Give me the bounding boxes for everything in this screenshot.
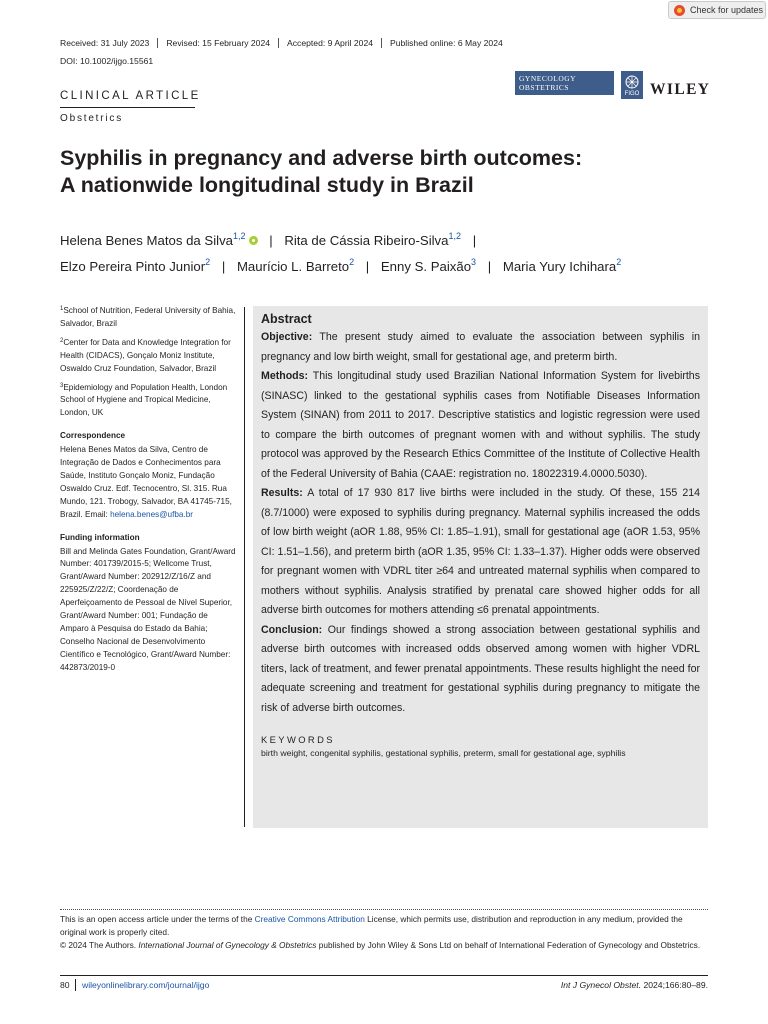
footer-rule <box>60 975 708 976</box>
author-name[interactable]: Maria Yury Ichihara <box>502 259 617 274</box>
title-line-2: A nationwide longitudinal study in Brazil <box>60 173 474 197</box>
column-divider <box>244 307 245 827</box>
author-list <box>60 228 720 280</box>
abstract-results: Results: A total of 17 930 817 live births were included in the study. Of these, 155 214 (8.7/1000) were exposed to syphilis during pregnancy. Maternal syphilis increased the odds of low birth weight (aOR 1.88, 95% CI: 1.85–1.91), small for gestational age (aOR 1.53, 95% CI: 1.51–1.56), and preterm birth (aOR 1.35, 95% CI: 1.33–1.37). Higher odds were observed for pregnant women with VDRL titer ≥64 and untreated maternal syphilis when compared to mothers without syphilis. Analysis stratified by prenatal care showed higher odds for all adverse birth outcomes for mothers attending ≤6 prenatal appointments. <box>261 487 700 616</box>
journal-url-link[interactable]: wileyonlinelibrary.com/journal/ijgo <box>82 980 210 990</box>
author-separator: | <box>365 259 370 274</box>
funding-heading: Funding information <box>60 532 140 542</box>
check-for-updates-button[interactable] <box>668 1 766 19</box>
crossmark-icon <box>674 5 685 16</box>
correspondence-email-link[interactable]: helena.benes@ufba.br <box>110 509 194 519</box>
abstract-conclusion: Conclusion: Our findings showed a strong association between gestational syphilis and adverse birth outcomes with increased odds observed among women with higher VDRL titers, lack of treatment, and fewer prenatal appointments. These results highlight the need for adequate screening and treatment for gestational syphilis during pregnancy to mitigate the risk of adverse birth outcomes. <box>261 623 700 714</box>
license-text: This is an open access article under the terms of the Creative Commons Attribution License, which permits use, distribution and reproduction in any medium, provided the original work is properly cited. <box>60 914 683 937</box>
page-number: 80 <box>60 980 70 990</box>
author-affiliation[interactable]: 3 <box>471 257 477 267</box>
affiliation: $^1$School of Nutrition, Federal University of Bahia, Salvador, Brazil <box>60 306 236 328</box>
article-type-rule <box>60 107 195 108</box>
abstract-methods: Methods: This longitudinal study used Brazilian National Information System for livebirths (SINASC) linked to the gestational syphilis cases from Notifiable Diseases Information System (SINAN) from 2011 to 2017. Descriptive statistics and logistic regression were used to compare the birth outcomes of pregnant women with and without syphilis. The study protocol was approved by the Research Ethics Committee of the Institute of Collective Health of the Federal University of Bahia (CAAE: registration no. 18022319.4.0000.5030). <box>261 370 700 480</box>
author-name[interactable]: Enny S. Paixão <box>380 259 472 274</box>
creative-commons-link[interactable]: Creative Commons Attribution <box>254 914 365 924</box>
funding-text: Bill and Melinda Gates Foundation, Grant/Award Number: 401739/2015-5; Wellcome Trust, Grant/Award Number: 202912/Z/16/Z and 225925/Z/22/Z; Coordenação de Aperfeiçoamento de Pessoal de Nível Superior, Grant/Award Number: 001; Fundação de Amparo à Pesquisa do Estado da Bahia; Conselho Nacional de Desenvolvimento Científico e Tecnológico, Grant/Award Number: 442873/2019-0 <box>60 546 236 672</box>
footnote-divider <box>60 909 708 910</box>
correspondence-heading: Correspondence <box>60 431 126 441</box>
author-affiliation[interactable]: 1,2 <box>233 231 246 241</box>
author-line-1 <box>60 228 720 254</box>
author-separator: | <box>472 233 477 248</box>
published-date: Published online: 6 May 2024 <box>390 38 503 48</box>
keywords-list: birth weight, congenital syphilis, gestational syphilis, preterm, small for gestational age, syphilis <box>261 748 626 758</box>
doi[interactable]: DOI: 10.1002/ijgo.15561 <box>60 56 154 66</box>
orcid-icon[interactable] <box>249 236 258 245</box>
figo-globe-icon <box>625 75 639 89</box>
affiliation: $^3$Epidemiology and Population Health, London School of Hygiene and Tropical Medicine, London, UK <box>60 382 228 418</box>
author-name[interactable]: Rita de Cássia Ribeiro-Silva <box>284 233 449 248</box>
license-notice <box>60 913 710 952</box>
copyright-text: © 2024 The Authors. International Journal of Gynecology & Obstetrics published by John Wiley & Sons Ltd on behalf of International Federation of Gynecology and Obstetrics. <box>60 940 701 950</box>
journal-logo-line2: OBSTETRICS <box>519 83 570 92</box>
article-type: CLINICAL ARTICLE <box>60 90 201 102</box>
article-info-column <box>60 305 238 681</box>
revised-date: Revised: 15 February 2024 <box>158 38 279 48</box>
author-affiliation[interactable]: 2 <box>349 257 355 267</box>
author-name[interactable]: Elzo Pereira Pinto Junior <box>60 259 206 274</box>
journal-logo-line1: GYNECOLOGY <box>519 74 577 83</box>
author-separator: | <box>487 259 492 274</box>
received-date: Received: 31 July 2023 <box>60 38 158 48</box>
article-subject: Obstetrics <box>60 113 124 124</box>
author-name[interactable]: Maurício L. Barreto <box>236 259 350 274</box>
check-for-updates-label: Check for updates <box>690 5 764 15</box>
author-affiliation[interactable]: 2 <box>205 257 211 267</box>
abstract-box <box>253 306 708 828</box>
author-name[interactable]: Helena Benes Matos da Silva <box>60 233 234 248</box>
title-line-1: Syphilis in pregnancy and adverse birth outcomes: <box>60 146 583 170</box>
affiliation: $^2$Center for Data and Knowledge Integration for Health (CIDACS), Gonçalo Moniz Institute, Oswaldo Cruz Foundation, Salvador, Brazil <box>60 337 231 373</box>
author-line-2 <box>60 254 720 280</box>
author-separator: | <box>221 259 226 274</box>
publisher-logo[interactable]: WILEY <box>650 81 711 98</box>
article-dates <box>60 38 511 48</box>
author-affiliation[interactable]: 2 <box>616 257 622 267</box>
abstract-heading: Abstract <box>261 312 312 326</box>
keywords-heading: KEYWORDS <box>261 734 335 745</box>
accepted-date: Accepted: 9 April 2024 <box>279 38 382 48</box>
figo-label: FIGO <box>624 91 640 97</box>
journal-logo[interactable] <box>515 71 614 95</box>
abstract-objective: Objective: The present study aimed to evaluate the association between syphilis in pregnancy and low birth weight, small for gestational age, and preterm birth. <box>261 331 700 363</box>
footer-divider <box>75 979 76 991</box>
correspondence-text: Helena Benes Matos da Silva, Centro de Integração de Dados e Conhecimentos para Saúde, Instituto Gonçalo Moniz, Fundação Oswaldo Cruz. Edf. Tecnocentro, Sl. 315. Rua Mundo, 121. Trobogy, Salvador, BA 41745-715, Brazil. Email: helena.benes@ufba.br <box>60 445 232 519</box>
article-title <box>60 145 700 199</box>
author-affiliation[interactable]: 1,2 <box>448 231 462 241</box>
figo-logo[interactable] <box>621 71 643 99</box>
citation: Int J Gynecol Obstet. 2024;166:80–89. <box>560 980 708 990</box>
author-separator: | <box>269 233 273 248</box>
